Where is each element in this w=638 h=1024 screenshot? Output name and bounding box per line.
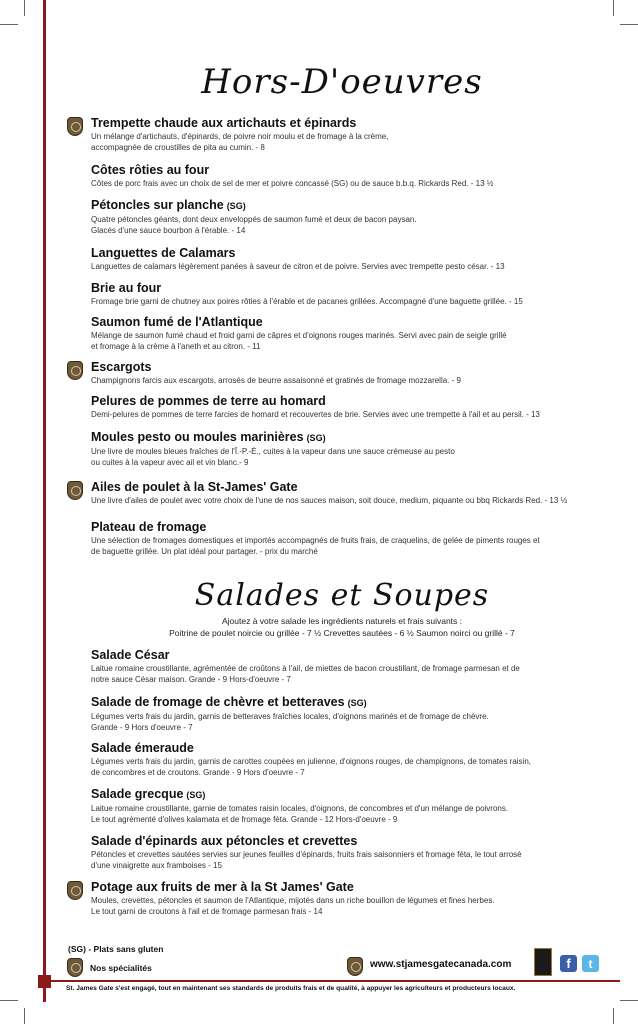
dish-name: Salade César bbox=[91, 648, 170, 662]
section-title-salades: Salades et Soupes bbox=[194, 578, 490, 613]
hors-doeuvre-item bbox=[91, 315, 591, 352]
dish-description-line: d'une vinaigrette aux framboises - 15 bbox=[91, 861, 222, 870]
corner-square bbox=[38, 975, 51, 988]
hors-doeuvre-item-name bbox=[91, 281, 591, 296]
hors-doeuvre-item bbox=[91, 198, 591, 236]
dish-name: Pétoncles sur planche bbox=[91, 198, 224, 212]
dish-name: Pelures de pommes de terre au homard bbox=[91, 394, 326, 408]
dish-name: Trempette chaude aux artichauts et épinards bbox=[91, 116, 357, 130]
specialty-badge-icon bbox=[67, 481, 83, 500]
hors-doeuvre-item bbox=[91, 430, 591, 468]
hors-doeuvre-item bbox=[91, 480, 591, 506]
crop-mark bbox=[620, 24, 638, 25]
gluten-free-tag: (SG) bbox=[347, 698, 367, 708]
hors-doeuvre-item-name bbox=[91, 246, 591, 261]
gluten-free-tag: (SG) bbox=[186, 790, 206, 800]
dish-name: Côtes rôties au four bbox=[91, 163, 210, 177]
dish-name: Moules pesto ou moules marinières bbox=[91, 430, 304, 444]
dish-description-line: Côtes de porc frais avec un choix de sel de mer et poivre concassé (SG) ou de sauce b.b.q. Rickards Red. - 13 ½ bbox=[91, 179, 494, 188]
dish-description-line: Languettes de calamars légèrement panées à saveur de citron et de poivre. Servies avec trempette pesto césar. - 13 bbox=[91, 262, 505, 271]
dish-description-line: ou cuites à la vapeur avec ail et vin blanc.- 9 bbox=[91, 458, 249, 467]
st-james-gate-logo-icon bbox=[534, 948, 552, 976]
crop-mark bbox=[24, 1008, 25, 1024]
specialty-badge-icon bbox=[67, 361, 83, 380]
dish-description-line: Une livre de moules bleues fraîches de l'Î.-P.-É., cuites à la vapeur dans une sauce crémeuse au pesto bbox=[91, 447, 455, 456]
crop-mark bbox=[613, 0, 614, 16]
salade-item-name bbox=[91, 695, 591, 711]
legend-sg bbox=[68, 944, 163, 954]
dish-description-line: Champignons farcis aux escargots, arrosés de beurre assaisonné et gratinés de fromage mozzarella. - 9 bbox=[91, 376, 461, 385]
dish-description-line: Mélange de saumon fumé chaud et froid garni de câpres et d'oignons rouges marinés. Servi avec pain de seigle grillé bbox=[91, 331, 507, 340]
hors-doeuvre-item-name bbox=[91, 163, 591, 178]
hors-doeuvre-item bbox=[91, 246, 591, 272]
legend-sg-text: - Plats sans gluten bbox=[88, 944, 164, 954]
legend-sg-label: (SG) bbox=[68, 944, 86, 954]
salade-item-name bbox=[91, 834, 591, 849]
dish-description-line: Demi-pelures de pommes de terre farcies de homard et recouvertes de brie. Servies avec une trempette à l'ail et au persil. - 13 bbox=[91, 410, 540, 419]
hors-doeuvre-item-name bbox=[91, 480, 591, 495]
twitter-icon[interactable]: t bbox=[582, 955, 599, 972]
bottom-border-line bbox=[38, 980, 620, 982]
dish-description-line: de concombres et de croutons. Grande - 9 Hors d'oeuvre - 7 bbox=[91, 768, 305, 777]
salade-item bbox=[91, 695, 591, 733]
hors-doeuvre-item-name bbox=[91, 394, 591, 409]
gluten-free-tag: (SG) bbox=[226, 201, 246, 211]
dish-description-line: Légumes verts frais du jardin, garnis de carottes coupées en julienne, d'oignons rouges, de champignons, de tomates raisin, bbox=[91, 757, 532, 766]
hors-doeuvre-item-name bbox=[91, 360, 591, 375]
salade-item bbox=[91, 787, 591, 825]
hors-doeuvre-item bbox=[91, 394, 591, 420]
website-link[interactable]: www.stjamesgatecanada.com bbox=[370, 959, 512, 970]
gluten-free-tag: (SG) bbox=[306, 433, 326, 443]
dish-description-line: Glacés d'une sauce bourbon à l'érable. - 14 bbox=[91, 226, 246, 235]
hors-doeuvre-item bbox=[91, 116, 591, 153]
dish-description-line: notre sauce César maison. Grande - 9 Hors-d'oeuvre - 7 bbox=[91, 675, 291, 684]
dish-description-line: Légumes verts frais du jardin, garnis de betteraves fraîches locales, d'oignons marinés et de fromage de chèvre. bbox=[91, 712, 489, 721]
dish-name: Escargots bbox=[91, 360, 152, 374]
dish-name: Potage aux fruits de mer à la St James' Gate bbox=[91, 880, 354, 894]
specialty-badge-icon bbox=[347, 957, 363, 976]
dish-description-line: accompagnée de croustilles de pita au cumin. - 8 bbox=[91, 143, 265, 152]
specialty-badge-icon bbox=[67, 958, 83, 977]
dish-name: Plateau de fromage bbox=[91, 520, 207, 534]
dish-description-line: Le tout agrémenté d'olives kalamata et de fromage féta. Grande - 12 Hors-d'oeuvre - 9 bbox=[91, 815, 398, 824]
crop-mark bbox=[613, 1008, 614, 1024]
section-title-hors-doeuvres: Hors-D'oeuvres bbox=[201, 62, 483, 102]
dish-name: Brie au four bbox=[91, 281, 162, 295]
dish-name: Salade de fromage de chèvre et betteraves bbox=[91, 695, 345, 709]
crop-mark bbox=[24, 0, 25, 16]
hors-doeuvre-item-name bbox=[91, 198, 591, 214]
hors-doeuvre-item bbox=[91, 281, 591, 307]
hors-doeuvre-item-name bbox=[91, 116, 591, 131]
dish-description-line: Le tout garni de croutons à l'ail et de fromage parmesan frais - 14 bbox=[91, 907, 323, 916]
dish-description-line: Un mélange d'artichauts, d'épinards, de poivre noir moulu et de fromage à la crème, bbox=[91, 132, 389, 141]
salade-item bbox=[91, 834, 591, 871]
dish-description-line: Grande - 9 Hors d'oeuvre - 7 bbox=[91, 723, 193, 732]
dish-name: Languettes de Calamars bbox=[91, 246, 236, 260]
hors-doeuvre-item-name bbox=[91, 430, 591, 446]
salade-item bbox=[91, 741, 591, 778]
footer-statement: St. James Gate s'est engagé, tout en maintenant ses standards de produits frais et de qualité, à appuyer les agriculteurs et producteurs locaux. bbox=[66, 985, 516, 992]
dish-description-line: Fromage brie garni de chutney aux poires rôties à l'érable et de pacanes grillées. Accompagné d'une baguette grillée. - 15 bbox=[91, 297, 523, 306]
crop-mark bbox=[0, 1000, 18, 1001]
dish-name: Salade d'épinards aux pétoncles et crevettes bbox=[91, 834, 358, 848]
salade-item-name bbox=[91, 787, 591, 803]
hors-doeuvre-item bbox=[91, 360, 591, 386]
hors-doeuvre-item bbox=[91, 163, 591, 189]
hors-doeuvre-item bbox=[91, 520, 591, 557]
dish-description-line: Une sélection de fromages domestiques et importés accompagnés de fruits frais, de craquelins, de gelée de piments rouges et bbox=[91, 536, 540, 545]
salad-intro-line1: Ajoutez à votre salade les ingrédients naturels et frais suivants : bbox=[221, 616, 463, 626]
dish-description-line: Laitue romaine croustillante, garnie de tomates raisin locales, d'oignons, de concombres et d'un mélange de poivrons. bbox=[91, 804, 509, 813]
salade-item-name bbox=[91, 648, 591, 663]
dish-name: Saumon fumé de l'Atlantique bbox=[91, 315, 263, 329]
dish-name: Salade grecque bbox=[91, 787, 184, 801]
dish-description-line: Laitue romaine croustillante, agrémentée de croûtons à l'ail, de miettes de bacon croustillant, de fromage parmesan et de bbox=[91, 664, 520, 673]
dish-name: Ailes de poulet à la St-James' Gate bbox=[91, 480, 298, 494]
hors-doeuvre-item-name bbox=[91, 315, 591, 330]
salade-item-name bbox=[91, 880, 591, 895]
left-border-line bbox=[43, 0, 46, 1002]
specialty-badge-icon bbox=[67, 881, 83, 900]
dish-description-line: Une livre d'ailes de poulet avec votre choix de l'une de nos sauces maison, soit douce, medium, piquante ou bbq Rickards Red. - 13 ½ bbox=[91, 496, 568, 505]
legend-special-text: Nos spécialités bbox=[90, 963, 152, 973]
crop-mark bbox=[620, 1000, 638, 1001]
specialty-badge-icon bbox=[67, 117, 83, 136]
dish-description-line: Moules, crevettes, pétoncles et saumon de l'Atlantique, mijotés dans un riche bouillon de légumes et fines herbes. bbox=[91, 896, 495, 905]
facebook-icon[interactable]: f bbox=[560, 955, 577, 972]
dish-description-line: de baguette grillée. Un plat idéal pour partager. - prix du marché bbox=[91, 547, 318, 556]
salad-intro-line2: Poitrine de poulet noircie ou grillée - 7 ½ Crevettes sautées - 6 ½ Saumon noirci ou grillé - 7 bbox=[169, 628, 515, 638]
salade-item-name bbox=[91, 741, 591, 756]
dish-description-line: et fromage à la crème à l'aneth et au citron. - 11 bbox=[91, 342, 261, 351]
salade-item bbox=[91, 880, 591, 917]
hors-doeuvre-item-name bbox=[91, 520, 591, 535]
dish-description-line: Quatre pétoncles géants, dont deux enveloppés de saumon fumé et deux de bacon paysan. bbox=[91, 215, 417, 224]
salade-item bbox=[91, 648, 591, 685]
dish-description-line: Pétoncles et crevettes sautées servies sur jeunes feuilles d'épinards, fruits frais saisonniers et fromage féta, le tout arrosé bbox=[91, 850, 522, 859]
crop-mark bbox=[0, 24, 18, 25]
dish-name: Salade émeraude bbox=[91, 741, 194, 755]
